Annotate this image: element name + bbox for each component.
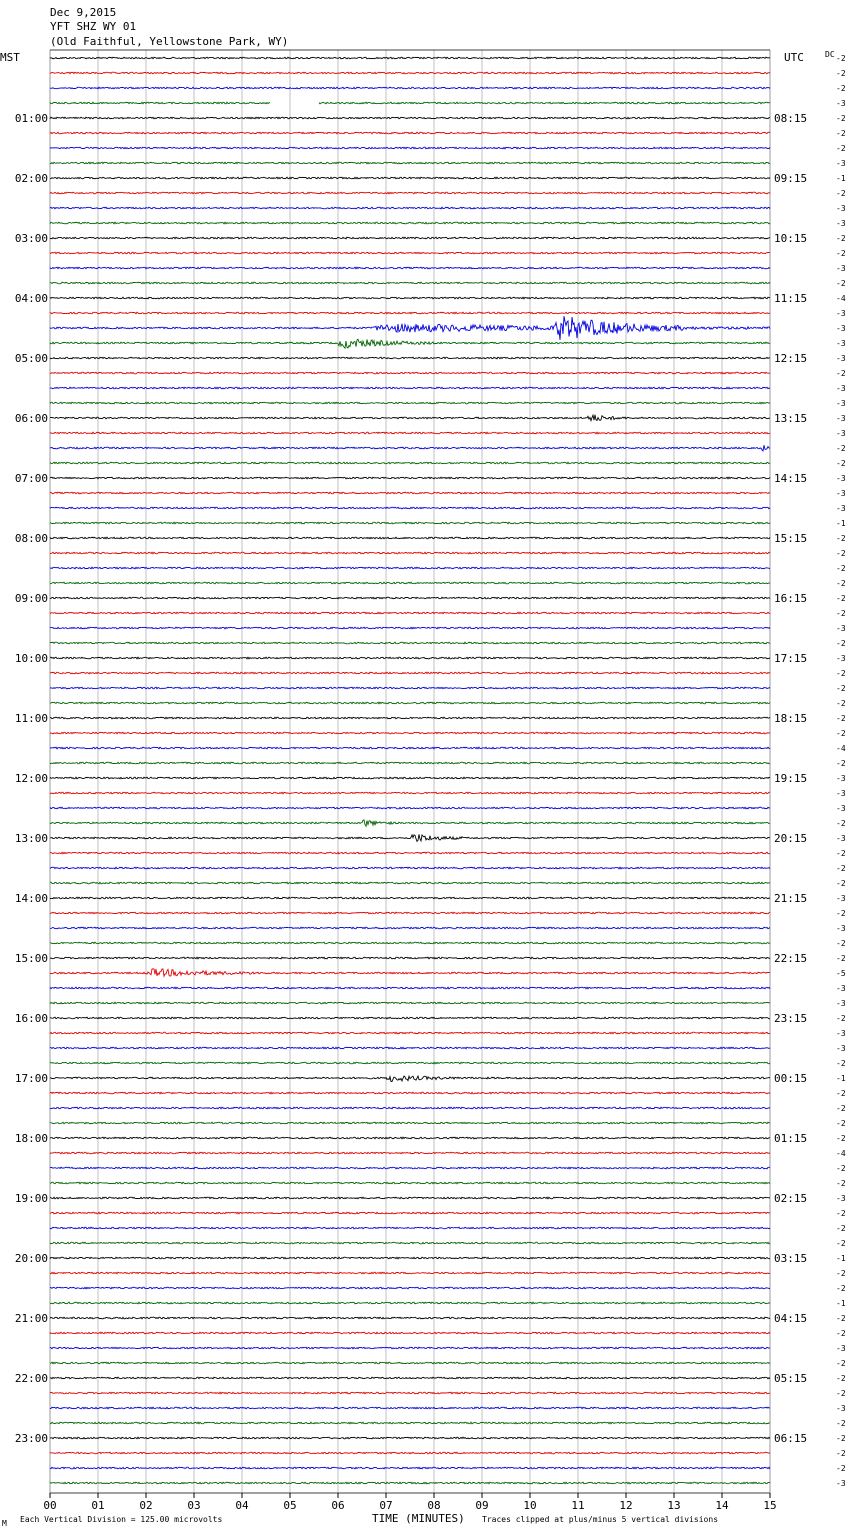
dc-offset-value: -2: [836, 1104, 846, 1113]
trace-row: [50, 537, 770, 539]
trace-row: [50, 777, 770, 779]
utc-hour-label: 21:15: [774, 892, 808, 905]
trace-row: [50, 87, 770, 89]
dc-offset-value: -2: [836, 444, 846, 453]
dc-offset-value: -3: [836, 834, 846, 843]
x-tick-label: 06: [331, 1499, 345, 1512]
utc-hour-label: 06:15: [774, 1432, 808, 1445]
dc-offset-value: -3: [836, 399, 846, 408]
trace-row: [50, 717, 770, 719]
dc-offset-value: -2: [836, 114, 846, 123]
trace-row: [50, 1362, 770, 1364]
mst-label: MST: [0, 51, 20, 64]
dc-offset-value: -2: [836, 684, 846, 693]
utc-hour-label: 15:15: [774, 532, 808, 545]
trace-row: [50, 882, 770, 884]
trace-row: [50, 1167, 770, 1169]
x-tick-label: 10: [523, 1499, 537, 1512]
trace-row: [50, 147, 770, 149]
mst-hour-label: 10:00: [14, 652, 48, 665]
utc-time-labels: [774, 112, 807, 1445]
trace-row: [50, 357, 770, 359]
dc-offset-value: -2: [836, 54, 846, 63]
trace-row: [50, 834, 770, 841]
utc-hour-label: 02:15: [774, 1192, 808, 1205]
trace-row: [50, 1272, 770, 1274]
trace-row: [50, 1197, 770, 1199]
trace-row: [50, 702, 770, 704]
trace-row: [50, 402, 770, 404]
dc-offset-value: -2: [836, 939, 846, 948]
dc-offset-value: -2: [836, 849, 846, 858]
trace-row: [50, 316, 770, 340]
mst-hour-label: 13:00: [14, 832, 48, 845]
dc-offset-value: -2: [836, 1089, 846, 1098]
dc-offset-value: -2: [836, 1269, 846, 1278]
dc-offset-value: -3: [836, 894, 846, 903]
header-location: (Old Faithful, Yellowstone Park, WY): [50, 35, 289, 48]
trace-row: [50, 552, 770, 554]
dc-offset-value: -2: [836, 234, 846, 243]
dc-offset-value: -3: [836, 1194, 846, 1203]
dc-offset-value: -2: [836, 609, 846, 618]
dc-offset-value: -2: [836, 144, 846, 153]
dc-offset-value: -3: [836, 984, 846, 993]
dc-offset-value: -2: [836, 1239, 846, 1248]
dc-offset-value: -1: [836, 519, 846, 528]
dc-offset-value: -2: [836, 1419, 846, 1428]
trace-row: [50, 1212, 770, 1214]
mst-hour-label: 17:00: [14, 1072, 48, 1085]
dc-offset-value: -2: [836, 1164, 846, 1173]
trace-row: [50, 282, 770, 284]
mst-hour-label: 02:00: [14, 172, 48, 185]
header-date: Dec 9,2015: [50, 6, 117, 19]
dc-offset-value: -2: [836, 1434, 846, 1443]
dc-offset-value: -3: [836, 654, 846, 663]
trace-row: [50, 597, 770, 599]
dc-offset-value: -2: [836, 1389, 846, 1398]
utc-hour-label: 08:15: [774, 112, 808, 125]
dc-offset-value: -2: [836, 1119, 846, 1128]
x-tick-label: 00: [43, 1499, 57, 1512]
dc-offset-value: -3: [836, 924, 846, 933]
trace-row: [50, 1467, 770, 1469]
trace-row: [50, 747, 770, 749]
dc-offset-value: -3: [836, 1044, 846, 1053]
trace-row: [50, 477, 770, 479]
trace-row: [50, 1076, 770, 1082]
dc-offset-value: -1: [836, 1074, 846, 1083]
trace-row: [50, 1122, 770, 1124]
dc-offset-value: -2: [836, 1329, 846, 1338]
trace-row: [50, 852, 770, 854]
trace-row: [50, 72, 770, 74]
trace-row: [50, 387, 770, 389]
x-tick-label: 04: [235, 1499, 249, 1512]
dc-offset-value: -3: [836, 159, 846, 168]
x-tick-label: 11: [571, 1499, 585, 1512]
x-tick-label: 08: [427, 1499, 441, 1512]
trace-row: [50, 1377, 770, 1379]
dc-offset-value: -2: [836, 1464, 846, 1473]
dc-offset-value: -2: [836, 729, 846, 738]
trace-row: [50, 1422, 770, 1424]
trace-row: [50, 207, 770, 209]
dc-offset-value: -2: [836, 129, 846, 138]
utc-hour-label: 04:15: [774, 1312, 808, 1325]
utc-hour-label: 20:15: [774, 832, 808, 845]
trace-row: [50, 612, 770, 614]
trace-row: [50, 415, 770, 421]
utc-label: UTC: [784, 51, 804, 64]
dc-offset-value: -2: [836, 564, 846, 573]
trace-row: [50, 657, 770, 659]
mst-hour-label: 01:00: [14, 112, 48, 125]
trace-row: [50, 1287, 770, 1289]
dc-offset-value: -5: [836, 969, 846, 978]
trace-row: [50, 1062, 770, 1064]
trace-row: [50, 732, 770, 734]
trace-row: [50, 57, 770, 59]
dc-label: DC: [825, 50, 835, 59]
trace-row: [50, 1182, 770, 1184]
mst-hour-label: 21:00: [14, 1312, 48, 1325]
trace-row: [50, 1227, 770, 1229]
dc-offset-value: -3: [836, 624, 846, 633]
mst-hour-label: 03:00: [14, 232, 48, 245]
dc-offset-value: -4: [836, 1149, 846, 1158]
dc-offset-value: -2: [836, 909, 846, 918]
utc-hour-label: 11:15: [774, 292, 808, 305]
trace-row: [50, 1152, 770, 1154]
dc-offset-value: -2: [836, 1314, 846, 1323]
trace-row: [50, 1002, 770, 1004]
dc-offset-value: -1: [836, 1299, 846, 1308]
utc-hour-label: 09:15: [774, 172, 808, 185]
dc-offset-value: -2: [836, 459, 846, 468]
dc-offset-value: -2: [836, 69, 846, 78]
trace-row: [50, 507, 770, 509]
dc-offset-value: -3: [836, 774, 846, 783]
x-tick-label: 14: [715, 1499, 729, 1512]
dc-offset-value: -3: [836, 999, 846, 1008]
trace-row: [50, 582, 770, 584]
dc-offset-value: -2: [836, 1179, 846, 1188]
trace-row: [50, 1452, 770, 1454]
dc-offset-value: -3: [836, 324, 846, 333]
dc-offset-value: -3: [836, 339, 846, 348]
trace-row: [50, 1407, 770, 1409]
dc-offset-value: -3: [836, 309, 846, 318]
dc-offset-value: -2: [836, 1134, 846, 1143]
dc-offset-value: -2: [836, 279, 846, 288]
trace-row: [50, 642, 770, 644]
trace-row: [50, 267, 770, 269]
x-tick-label: 03: [187, 1499, 201, 1512]
trace-row: [50, 1092, 770, 1094]
utc-hour-label: 05:15: [774, 1372, 808, 1385]
x-axis-label: TIME (MINUTES): [372, 1512, 465, 1525]
dc-offset-value: -3: [836, 474, 846, 483]
x-axis-ticks: [43, 1493, 776, 1512]
mst-hour-label: 04:00: [14, 292, 48, 305]
dc-offset-value: -3: [836, 1479, 846, 1488]
dc-offset-value: -3: [836, 489, 846, 498]
trace-row: [50, 1257, 770, 1259]
trace-row: [50, 942, 770, 944]
trace-row: [50, 1317, 770, 1319]
mst-hour-label: 22:00: [14, 1372, 48, 1385]
x-tick-label: 01: [91, 1499, 105, 1512]
mst-hour-label: 09:00: [14, 592, 48, 605]
utc-hour-label: 01:15: [774, 1132, 808, 1145]
dc-offset-value: -3: [836, 504, 846, 513]
dc-offset-value: -2: [836, 579, 846, 588]
dc-offset-value: -3: [836, 1344, 846, 1353]
dc-offset-value: -3: [836, 1029, 846, 1038]
trace-row: [50, 312, 770, 314]
trace-row: [50, 1332, 770, 1334]
utc-hour-label: 03:15: [774, 1252, 808, 1265]
trace-row: [50, 1107, 770, 1109]
trace-row: [50, 867, 770, 869]
utc-hour-label: 12:15: [774, 352, 808, 365]
mst-hour-label: 16:00: [14, 1012, 48, 1025]
trace-row: [50, 987, 770, 989]
x-tick-label: 12: [619, 1499, 633, 1512]
mst-hour-label: 15:00: [14, 952, 48, 965]
dc-offset-value: -2: [836, 954, 846, 963]
trace-row: [50, 237, 770, 239]
utc-hour-label: 22:15: [774, 952, 808, 965]
utc-hour-label: 19:15: [774, 772, 808, 785]
mst-hour-label: 14:00: [14, 892, 48, 905]
dc-offset-value: -3: [836, 429, 846, 438]
dc-offset-value: -2: [836, 1284, 846, 1293]
trace-row: [50, 117, 770, 119]
clip-note: Traces clipped at plus/minus 5 vertical divisions: [482, 1515, 719, 1524]
dc-offset-value: -3: [836, 99, 846, 108]
trace-row: [50, 1392, 770, 1394]
trace-row: [50, 339, 770, 348]
trace-row: [50, 687, 770, 689]
trace-row: [50, 1242, 770, 1244]
dc-offset-value: -4: [836, 744, 846, 753]
dc-offset-value: -3: [836, 264, 846, 273]
dc-offset-value: -2: [836, 189, 846, 198]
dc-offset-value: -2: [836, 879, 846, 888]
trace-row: [50, 522, 770, 524]
mst-hour-label: 12:00: [14, 772, 48, 785]
grid-lines: [50, 50, 770, 1493]
dc-offset-value: -2: [836, 864, 846, 873]
dc-offset-value: -3: [836, 219, 846, 228]
dc-offset-value: -2: [836, 594, 846, 603]
trace-row: [50, 672, 770, 674]
dc-offset-value: -2: [836, 369, 846, 378]
dc-offset-value: -3: [836, 1404, 846, 1413]
mst-hour-label: 07:00: [14, 472, 48, 485]
utc-hour-label: 18:15: [774, 712, 808, 725]
dc-offset-value: -4: [836, 294, 846, 303]
trace-row: [50, 102, 770, 104]
dc-offset-value: -2: [836, 759, 846, 768]
trace-row: [50, 192, 770, 194]
trace-row: [50, 132, 770, 134]
trace-row: [50, 969, 770, 976]
dc-offset-value: -2: [836, 534, 846, 543]
dc-offset-value: -2: [836, 699, 846, 708]
dc-offset-value: -2: [836, 669, 846, 678]
trace-row: [50, 462, 770, 464]
dc-offset-value: -2: [836, 1209, 846, 1218]
trace-row: [50, 912, 770, 914]
trace-row: [50, 897, 770, 899]
x-tick-label: 07: [379, 1499, 393, 1512]
utc-hour-label: 13:15: [774, 412, 808, 425]
trace-row: [50, 162, 770, 164]
x-tick-label: 13: [667, 1499, 681, 1512]
mst-hour-label: 06:00: [14, 412, 48, 425]
dc-offset-value: -3: [836, 804, 846, 813]
utc-hour-label: 23:15: [774, 1012, 808, 1025]
mst-hour-label: 05:00: [14, 352, 48, 365]
dc-offset-value: -3: [836, 204, 846, 213]
dc-offset-value: -1: [836, 1254, 846, 1263]
trace-row: [50, 1047, 770, 1049]
utc-hour-label: 10:15: [774, 232, 808, 245]
dc-offset-value: -2: [836, 639, 846, 648]
trace-row: [50, 792, 770, 794]
utc-hour-label: 16:15: [774, 592, 808, 605]
trace-row: [50, 252, 770, 254]
mst-hour-label: 19:00: [14, 1192, 48, 1205]
trace-row: [50, 432, 770, 434]
dc-offset-value: -2: [836, 1359, 846, 1368]
mst-hour-label: 23:00: [14, 1432, 48, 1445]
utc-hour-label: 14:15: [774, 472, 808, 485]
x-tick-label: 15: [763, 1499, 777, 1512]
trace-row: [50, 1302, 770, 1304]
utc-hour-label: 00:15: [774, 1072, 808, 1085]
trace-row: [50, 177, 770, 179]
dc-offset-value: -3: [836, 789, 846, 798]
utc-hour-label: 17:15: [774, 652, 808, 665]
header-station: YFT SHZ WY 01: [50, 20, 137, 33]
dc-offset-value: -3: [836, 354, 846, 363]
dc-offset-value: -2: [836, 1224, 846, 1233]
trace-row: [50, 297, 770, 299]
trace-row: [50, 957, 770, 959]
dc-offset-value: -2: [836, 819, 846, 828]
mst-hour-label: 18:00: [14, 1132, 48, 1145]
dc-offset-value: -2: [836, 84, 846, 93]
dc-offset-value: -2: [836, 1014, 846, 1023]
trace-row: [50, 820, 770, 826]
scale-note: Each Vertical Division = 125.00 microvolts: [20, 1515, 223, 1524]
dc-offset-value: -2: [836, 249, 846, 258]
x-tick-label: 09: [475, 1499, 489, 1512]
dc-offset-value: -2: [836, 1059, 846, 1068]
dc-offset-value: -3: [836, 384, 846, 393]
dc-offset-labels: [836, 54, 846, 1488]
dc-offset-value: -2: [836, 549, 846, 558]
corner-mark: M: [2, 1519, 7, 1528]
trace-row: [50, 927, 770, 929]
trace-row: [50, 807, 770, 809]
trace-row: [50, 1137, 770, 1139]
trace-row: [50, 567, 770, 569]
trace-row: [50, 1482, 770, 1484]
trace-row: [50, 1032, 770, 1034]
dc-offset-value: -3: [836, 414, 846, 423]
trace-row: [50, 627, 770, 629]
mst-hour-label: 11:00: [14, 712, 48, 725]
x-tick-label: 05: [283, 1499, 297, 1512]
trace-row: [50, 492, 770, 494]
trace-row: [50, 372, 770, 374]
dc-offset-value: -2: [836, 1374, 846, 1383]
trace-row: [50, 445, 770, 451]
mst-hour-label: 20:00: [14, 1252, 48, 1265]
trace-row: [50, 1347, 770, 1349]
trace-row: [50, 1437, 770, 1439]
trace-group: [50, 57, 770, 1484]
x-tick-label: 02: [139, 1499, 153, 1512]
dc-offset-value: -1: [836, 174, 846, 183]
trace-row: [50, 222, 770, 224]
trace-row: [50, 762, 770, 764]
mst-time-labels: [15, 112, 48, 1445]
mst-hour-label: 08:00: [14, 532, 48, 545]
trace-row: [50, 1017, 770, 1019]
dc-offset-value: -2: [836, 714, 846, 723]
dc-offset-value: -2: [836, 1449, 846, 1458]
